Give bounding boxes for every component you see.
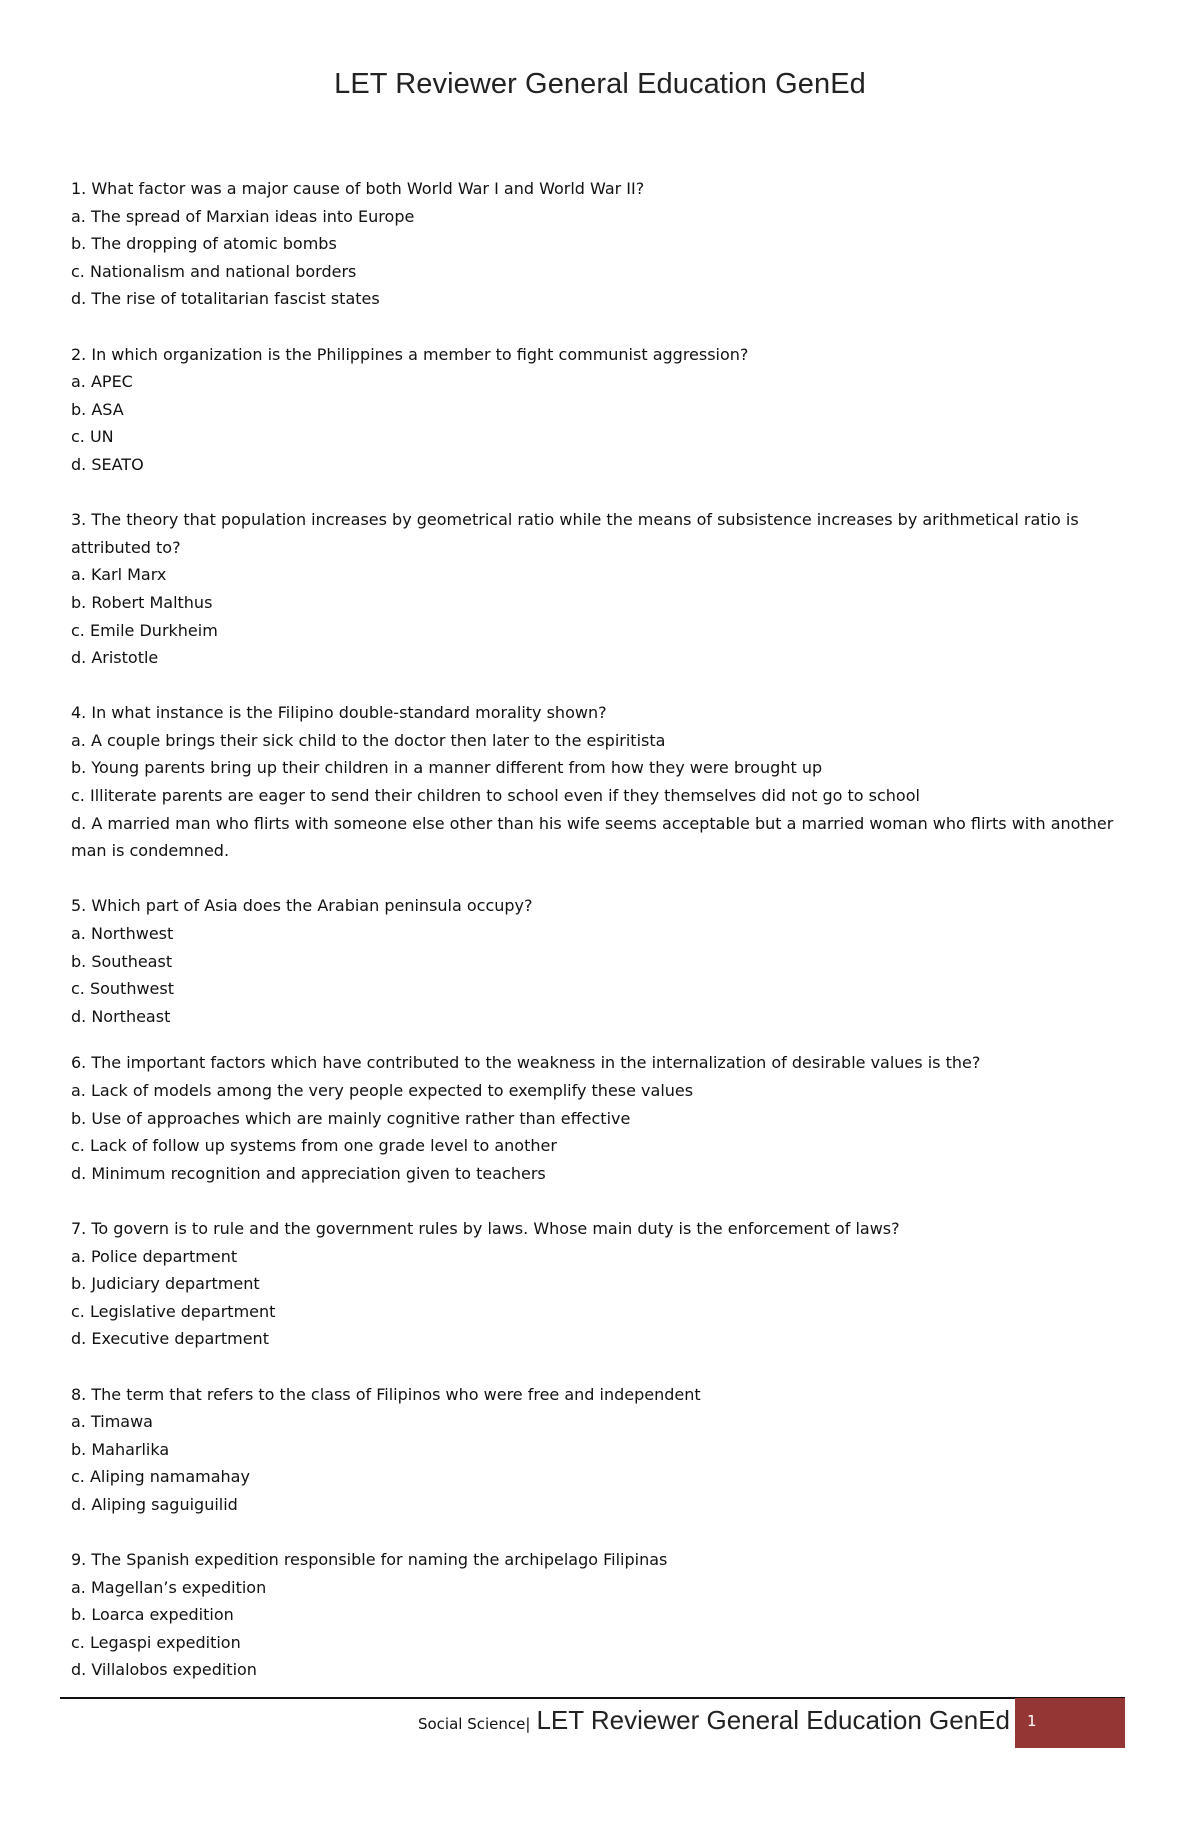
question-item [71, 892, 1131, 1030]
question-item [71, 1381, 1131, 1519]
page-footer [60, 1698, 1010, 1742]
answer-option: a. The spread of Marxian ideas into Europe [71, 206, 415, 226]
question-item [71, 341, 1131, 479]
answer-option: c. Nationalism and national borders [71, 261, 357, 281]
answer-option: c. UN [71, 427, 114, 447]
answer-option: a. Lack of models among the very people expected to exemplify these values [71, 1081, 694, 1100]
question-text: 5. Which part of Asia does the Arabian peninsula occupy? [71, 896, 533, 916]
question-item [71, 1546, 1131, 1684]
answer-option: b. Robert Malthus [71, 592, 213, 612]
answer-option: a. APEC [71, 372, 133, 392]
question-text: 4. In what instance is the Filipino double-standard morality shown? [71, 703, 607, 723]
answer-option: d. Villalobos expedition [71, 1660, 257, 1680]
question-text: 9. The Spanish expedition responsible for naming the archipelago Filipinas [71, 1550, 668, 1570]
answer-option: d. A married man who flirts with someone else other than his wife seems acceptable but a married woman who flirts with another man is condemned. [71, 813, 1114, 861]
question-item [71, 1049, 1131, 1187]
answer-option: b. Young parents bring up their children in a manner different from how they were brought up [71, 758, 823, 778]
page-title: LET Reviewer General Education GenEd [334, 68, 866, 100]
answer-option: d. Northeast [71, 1006, 171, 1026]
answer-option: b. Loarca expedition [71, 1605, 234, 1625]
answer-option: d. Minimum recognition and appreciation given to teachers [71, 1163, 546, 1183]
question-text: 2. In which organization is the Philippines a member to fight communist aggression? [71, 344, 749, 364]
page-number: 1 [1027, 1712, 1037, 1730]
answer-option: a. Police department [71, 1246, 238, 1266]
answer-option: c. Southwest [71, 979, 175, 999]
question-text: 1. What factor was a major cause of both World War I and World War II? [71, 179, 645, 198]
answer-option: b. Southeast [71, 951, 173, 971]
question-text: 3. The theory that population increases by geometrical ratio while the means of subsistence increases by arithmetical ratio is attributed to? [71, 510, 1079, 557]
answer-option: a. A couple brings their sick child to the doctor then later to the espiritista [71, 730, 666, 750]
answer-option: d. SEATO [71, 454, 144, 474]
question-item [71, 699, 1131, 865]
answer-option: d. Aliping saguiguilid [71, 1494, 238, 1514]
answer-option: c. Legaspi expedition [71, 1632, 241, 1652]
question-item [71, 175, 1131, 313]
answer-option: d. The rise of totalitarian fascist states [71, 289, 380, 309]
answer-option: c. Legislative department [71, 1301, 276, 1321]
answer-option: d. Aristotle [71, 648, 159, 668]
footer-section-label: Social Science [417, 1715, 526, 1733]
answer-option: d. Executive department [71, 1329, 269, 1349]
answer-option: b. ASA [71, 399, 124, 419]
footer-separator: | [525, 1715, 531, 1733]
answer-option: b. Maharlika [71, 1439, 170, 1459]
answer-option: c. Aliping namamahay [71, 1467, 250, 1487]
answer-option: a. Karl Marx [71, 565, 167, 585]
answer-option: c. Lack of follow up systems from one grade level to another [71, 1136, 557, 1156]
answer-option: b. The dropping of atomic bombs [71, 234, 337, 254]
answer-option: a. Northwest [71, 924, 174, 944]
question-text: 6. The important factors which have contributed to the weakness in the internalization of desirable values is the? [71, 1053, 981, 1073]
answer-option: a. Timawa [71, 1412, 153, 1432]
question-item [71, 506, 1131, 672]
answer-option: a. Magellan’s expedition [71, 1577, 267, 1597]
question-text: 8. The term that refers to the class of Filipinos who were free and independent [71, 1384, 701, 1404]
answer-option: b. Judiciary department [71, 1274, 260, 1294]
question-list [71, 175, 1131, 1712]
answer-option: c. Emile Durkheim [71, 620, 218, 640]
question-item [71, 1215, 1131, 1353]
question-text: 7. To govern is to rule and the government rules by laws. Whose main duty is the enforcement of laws? [71, 1218, 900, 1238]
answer-option: c. Illiterate parents are eager to send their children to school even if they themselves did not go to school [71, 786, 920, 806]
footer-document-title: LET Reviewer General Education GenEd [536, 1705, 1010, 1735]
answer-option: b. Use of approaches which are mainly cognitive rather than effective [71, 1108, 631, 1128]
page-number-badge [1015, 1698, 1125, 1748]
